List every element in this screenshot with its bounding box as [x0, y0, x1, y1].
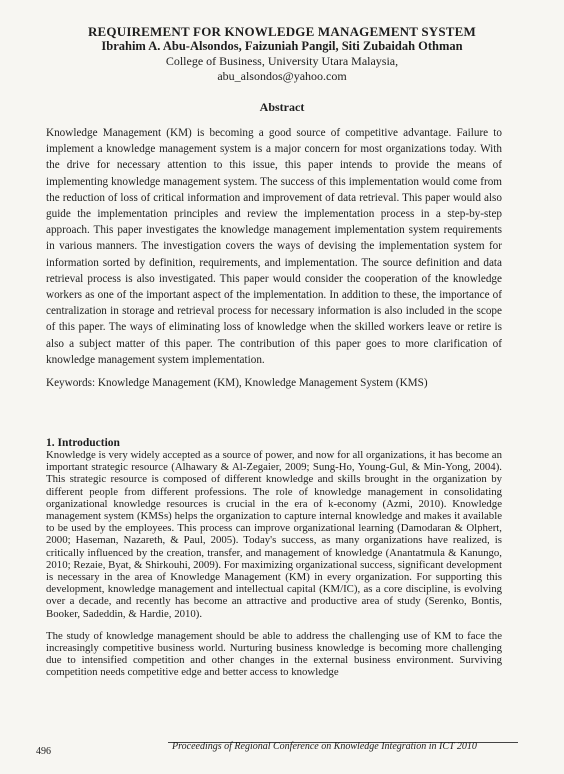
keywords-line: Keywords: Knowledge Management (KM), Knowledge Management System (KMS): [46, 377, 428, 389]
footer-proceedings: Proceedings of Regional Conference on Knowledge Integration in ICT 2010: [172, 741, 477, 752]
page-number: 496: [36, 746, 51, 757]
introduction-paragraph-1: Knowledge is very widely accepted as a source of power, and now for all organizations, it has become an important strategic resource (Alhawary & Al-Zegaier, 2009; Sung-Ho, Young-Gul, & Min-Yong, 2004). This strategic resource is composed of different knowledge and skills brought in the organization by different people from different professions. The role of knowledge management in consolidating organizational knowledge resources is crucial in the era of k-economy (Azmi, 2010). Knowledge management system (KMSs) helps the organization to capture internal knowledge and makes it available to be used by the employees. This process can improve organizational learning (Damodaran & Olphert, 2000; Haseman, Nazareth, & Paul, 2005). Today's success, as many organizations have realized, is critically influenced by the creation, transfer, and management of knowledge (Anantatmula & Kanungo, 2010; Rezaie, Byat, & Shirkouhi, 2009). For maximizing organizational success, significant development is necessary in the area of Knowledge Management (KM) in every organization. For supporting this development, knowledge management and intellectual capital (KM/IC), as a core discipline, is evolving over a decade, and recently has become an attractive and productive area of study (Serenko, Bontis, Booker, Sadeddin, & Hardie, 2010).: [46, 449, 502, 620]
abstract-body: Knowledge Management (KM) is becoming a good source of competitive advantage. Failure to implement a knowledge management system is a major concern for most organizations today. With the drive for necessary attention to this issue, this paper intends to provide the means of implementing knowledge management system. The success of this implementation would come from the reduction of loss of critical information and improvement of data retrieval. This paper would also guide the implementation principles and review the implementation process in a step-by-step approach. This paper investigates the knowledge management implementation system requirements in various manners. The investigation covers the ways of devising the implementation system for information sorted by definition, requirements, and implementation. The source definition and data retrieval process is also investigated. This paper would consider the cooperation of the knowledge workers as one of the important aspect of the implementation. In addition to these, the importance of centralization in storage and retrieval process for necessary information is also included in the scope of this paper. The ways of eliminating loss of knowledge when the skilled workers leave or retire is also a subject matter of this paper. The contribution of this paper goes to more clarification of knowledge management system implementation.: [46, 127, 502, 366]
abstract-heading: Abstract: [259, 100, 305, 114]
introduction-section: [46, 437, 502, 679]
affiliation: College of Business, University Utara Malaysia,: [165, 54, 399, 68]
paper-title: REQUIREMENT FOR KNOWLEDGE MANAGEMENT SYSTEM: [87, 24, 477, 39]
author-list: Ibrahim A. Abu-Alsondos, Faizuniah Pangil, Siti Zubaidah Othman: [101, 39, 463, 53]
author-email: abu_alsondos@yahoo.com: [217, 69, 347, 83]
section-heading: 1. Introduction: [46, 437, 120, 449]
introduction-paragraph-2: The study of knowledge management should be able to address the challenging use of KM to face the increasingly competitive business world. Nurturing business knowledge is becoming more challenging due to intensified competition and other changes in the external business environment. Surviving competition needs competitive edge and better access to knowledge: [46, 629, 502, 679]
paper-header: [0, 24, 564, 84]
